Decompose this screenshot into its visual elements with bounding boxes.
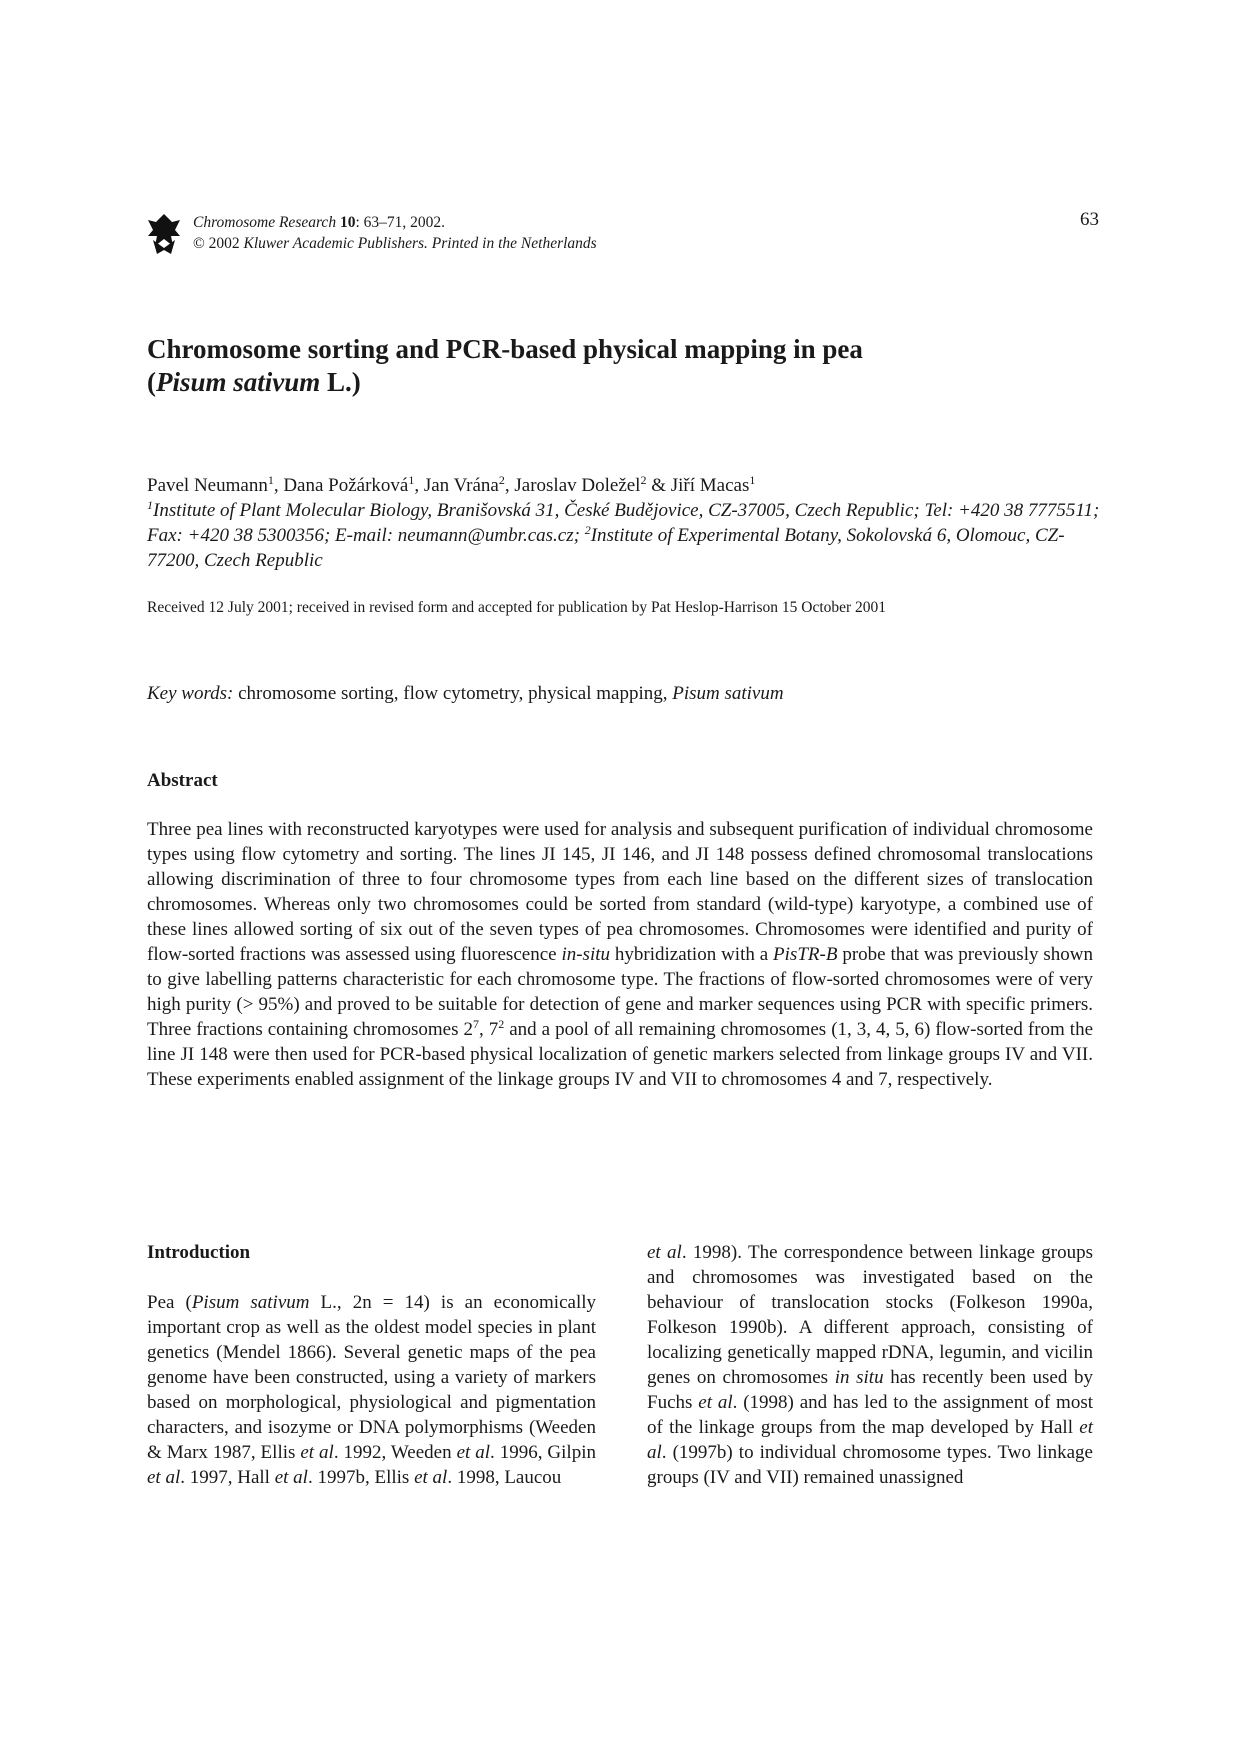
received-dates: Received 12 July 2001; received in revised form and accepted for publication by Pat Heslop-Harrison 15 October 2001: [147, 599, 887, 616]
journal-citation: Chromosome Research 10: 63–71, 2002. © 2002 Kluwer Academic Publishers. Printed in the Netherlands: [193, 214, 597, 252]
introduction-heading: Introduction: [147, 1242, 251, 1263]
page-number: 63: [1080, 209, 1099, 230]
paper-title: Chromosome sorting and PCR-based physical mapping in pea (Pisum sativum L.): [147, 334, 863, 397]
keywords: Key words: chromosome sorting, flow cytometry, physical mapping, Pisum sativum: [147, 683, 784, 704]
journal-volume: 10: [339, 214, 356, 231]
affiliations: $^1$Institute of Plant Molecular Biology, Branišovská 31, České Budějovice, CZ-37005, Czech Republic; Tel: +420 38 7775511; Fax: +420 38 5300356; E-mail: neumann@umbr.cas.cz; $^2$Institute of Experimental Botany, Sokolovská 6, Olomouc, CZ-77200, Czech Republic: [147, 498, 1100, 571]
abstract-heading: Abstract: [147, 770, 218, 791]
journal-pages: : 63–71, 2002.: [355, 214, 446, 231]
author-list: Pavel Neumann$^1$, Dana Požárková$^1$, Jan Vrána$^2$, Jaroslav Doležel$^2$ & Jiří Macas$^1$: [147, 473, 756, 496]
journal-name: Chromosome Research: [193, 214, 337, 231]
keywords-label: Key words:: [147, 683, 234, 704]
introduction-column-2: et al. 1998). The correspondence between linkage groups and chromosomes was investigated based on the behaviour of translocation stocks (Folkeson 1990a, Folkeson 1990b). A different approach, consisting of localizing genetically mapped rDNA, legumin, and vicilin genes on chromosomes in situ has recently been used by Fuchs et al. (1998) and has led to the assignment of most of the linkage groups from the map developed by Hall et al. (1997b) to individual chromosome types. Two linkage groups (IV and VII) remained unassigned: [647, 1242, 1093, 1488]
title-species: Pisum sativum: [156, 367, 321, 397]
copyright-text: Kluwer Academic Publishers. Printed in the Netherlands: [243, 235, 597, 252]
copyright-symbol: ©: [193, 235, 205, 252]
title-line-1: Chromosome sorting and PCR-based physical mapping in pea: [147, 334, 863, 364]
abstract-text: Three pea lines with reconstructed karyotypes were used for analysis and subsequent purification of individual chromosome types using flow cytometry and sorting. The lines JI 145, JI 146, and JI 148 possess defined chromosomal translocations allowing discrimination of three to four chromosome types from each line based on the different sizes of translocation chromosomes. Whereas only two chromosomes could be sorted from standard (wild-type) karyotype, a combined use of these lines allowed sorting of six out of the seven types of pea chromosomes. Chromosomes were identified and purity of flow-sorted fractions was assessed using fluorescence in-situ hybridization with a PisTR-B probe that was previously shown to give labelling patterns characteristic for each chromosome type. The fractions of flow-sorted chromosomes were of very high purity (> 95%) and proved to be suitable for detection of gene and marker sequences using PCR with specific primers. Three fractions containing chromosomes $2^7$, $7^2$ and a pool of all remaining chromosomes (1, 3, 4, 5, 6) flow-sorted from the line JI 148 were then used for PCR-based physical localization of genetic markers selected from linkage groups IV and VII. These experiments enabled assignment of the linkage groups IV and VII to chromosomes 4 and 7, respectively.: [147, 819, 1094, 1090]
publisher-logo-icon: [147, 212, 181, 256]
introduction-column-1: Pea (Pisum sativum L., 2n = 14) is an economically important crop as well as the oldest model species in plant genetics (Mendel 1866). Several genetic maps of the pea genome have been constructed, using a variety of markers based on morphological, physiological and pigmentation characters, and isozyme or DNA polymorphisms (Weeden & Marx 1987, Ellis et al. 1992, Weeden et al. 1996, Gilpin et al. 1997, Hall et al. 1997b, Ellis et al. 1998, Laucou: [147, 1292, 597, 1488]
